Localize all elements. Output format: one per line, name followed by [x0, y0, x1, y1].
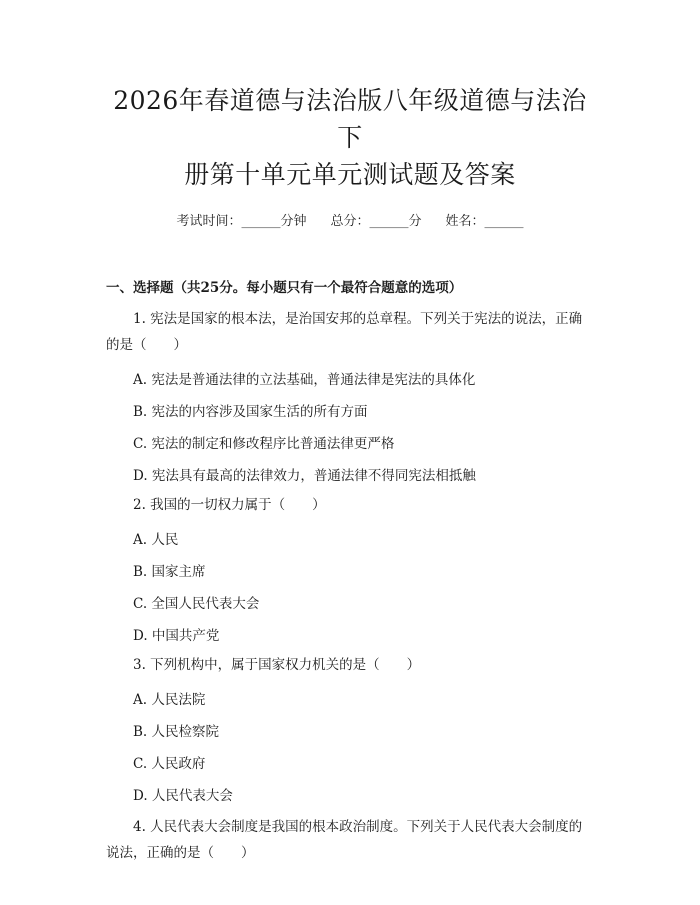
student-name-label: 姓名：______: [445, 214, 524, 229]
question-stem: 1. 宪法是国家的根本法，是治国安邦的总章程。下列关于宪法的说法，正确的是（ ）: [106, 311, 583, 353]
section-heading-choice: 一、选择题（共25分。每小题只有一个最符合题意的选项）: [106, 280, 463, 296]
question-option: B. 人民检察院: [133, 724, 220, 740]
question-stem: 4. 人民代表大会制度是我国的根本政治制度。下列关于人民代表大会制度的说法，正确的是（ ）: [106, 819, 583, 861]
exam-meta: [106, 212, 594, 232]
question-option: D. 中国共产党: [133, 628, 220, 644]
question-3: [106, 652, 594, 806]
question-option: B. 宪法的内容涉及国家生活的所有方面: [133, 404, 368, 420]
question-option: A. 人民: [133, 532, 179, 548]
question-option: C. 全国人民代表大会: [133, 596, 260, 612]
question-option: D. 宪法具有最高的法律效力，普通法律不得同宪法相抵触: [133, 468, 476, 484]
question-option: C. 人民政府: [133, 756, 206, 772]
exam-time-label: 考试时间：______分钟: [176, 214, 307, 229]
page-title: [106, 0, 594, 193]
question-4: [106, 814, 594, 866]
question-stem: 2. 我国的一切权力属于（ ）: [133, 497, 326, 513]
page-title-line-2: 册第十单元单元测试题及答案: [184, 160, 516, 189]
question-option: C. 宪法的制定和修改程序比普通法律更严格: [133, 436, 395, 452]
question-option: A. 宪法是普通法律的立法基础，普通法律是宪法的具体化: [133, 372, 476, 388]
question-1: [106, 306, 594, 486]
page-title-line-1: 2026年春道德与法治版八年级道德与法治下: [113, 86, 587, 152]
question-2: [106, 492, 594, 646]
question-option: D. 人民代表大会: [133, 788, 233, 804]
question-stem: 3. 下列机构中，属于国家权力机关的是（ ）: [133, 657, 421, 673]
exam-total-score-label: 总分：______分: [330, 214, 422, 229]
question-option: A. 人民法院: [133, 692, 206, 708]
question-option: B. 国家主席: [133, 564, 206, 580]
